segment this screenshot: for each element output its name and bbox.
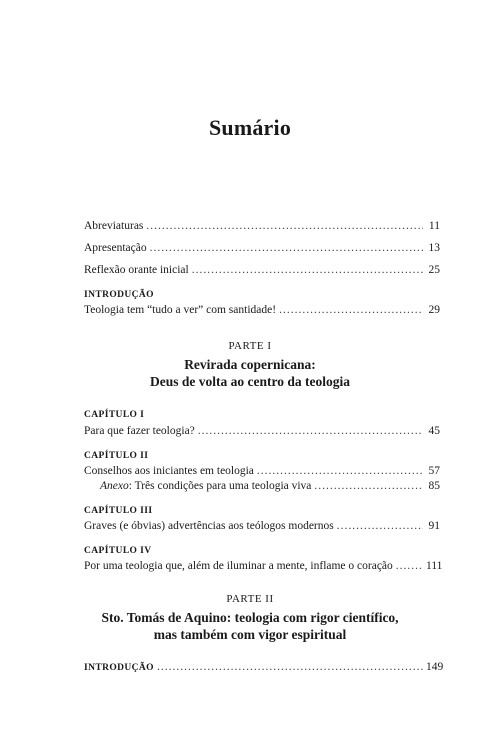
toc-entry-text: Reflexão orante inicial bbox=[84, 264, 189, 276]
toc-entry-apresentacao[interactable] bbox=[84, 240, 440, 256]
chapter-heading: CAPÍTULO III bbox=[84, 506, 153, 516]
toc-entry-chapter-2[interactable] bbox=[84, 463, 440, 479]
leader-dots bbox=[279, 302, 423, 318]
toc-entry-chapter-4[interactable] bbox=[84, 558, 443, 574]
toc-entry-page: 29 bbox=[428, 304, 440, 316]
toc-entry-chapter-3[interactable] bbox=[84, 518, 440, 534]
leader-dots bbox=[198, 423, 423, 439]
toc-entry-text bbox=[84, 478, 311, 494]
leader-dots bbox=[157, 659, 423, 675]
toc-entry-page: 13 bbox=[428, 242, 440, 254]
section-heading-introducao: INTRODUÇÃO bbox=[84, 290, 154, 300]
toc-entry-annex[interactable] bbox=[84, 478, 440, 494]
leader-dots bbox=[150, 240, 423, 256]
chapter-heading: CAPÍTULO IV bbox=[84, 546, 152, 556]
toc-entry-page: 149 bbox=[426, 661, 444, 673]
toc-entry-reflexao[interactable] bbox=[84, 262, 440, 278]
toc-entry-page: 25 bbox=[428, 264, 440, 276]
part-label: PARTE II bbox=[226, 593, 274, 605]
chapter-heading: CAPÍTULO II bbox=[84, 451, 149, 461]
leader-dots bbox=[146, 218, 423, 234]
toc-entry-text: Graves (e óbvias) advertências aos teólogos modernos bbox=[84, 520, 334, 532]
toc-entry-text: Abreviaturas bbox=[84, 220, 144, 232]
toc-entry-page: 85 bbox=[428, 480, 440, 492]
part-title-line-2: mas também com vigor espiritual bbox=[153, 627, 347, 642]
annex-text: : Três condições para uma teologia viva bbox=[128, 480, 312, 492]
toc-entry-text: Conselhos aos iniciantes em teologia bbox=[84, 465, 254, 477]
leader-dots bbox=[314, 478, 423, 494]
part-title-line-2: Deus de volta ao centro da teologia bbox=[150, 374, 350, 389]
toc-entry-introducao[interactable] bbox=[84, 302, 440, 318]
toc-entry-page: 91 bbox=[428, 520, 440, 532]
page-title: Sumário bbox=[208, 115, 292, 140]
part-label: PARTE I bbox=[228, 340, 272, 352]
leader-dots bbox=[257, 463, 423, 479]
leader-dots bbox=[192, 262, 423, 278]
section-heading-introducao: INTRODUÇÃO bbox=[84, 663, 154, 673]
toc-entry-introducao-parte-2[interactable] bbox=[84, 659, 444, 675]
toc-entry-page: 57 bbox=[428, 465, 440, 477]
part-title-line-1: Revirada copernicana: bbox=[184, 357, 316, 372]
toc-entry-chapter-1[interactable] bbox=[84, 423, 440, 439]
part-title-line-1: Sto. Tomás de Aquino: teologia com rigor científico, bbox=[101, 610, 399, 625]
toc-entry-text: Por uma teologia que, além de iluminar a mente, inflame o coração bbox=[84, 560, 393, 572]
leader-dots bbox=[337, 518, 423, 534]
toc-entry-page: 11 bbox=[428, 220, 440, 232]
annex-label: Anexo bbox=[100, 480, 129, 492]
toc-entry-text: Para que fazer teologia? bbox=[84, 425, 195, 437]
toc-entry-abreviaturas[interactable] bbox=[84, 218, 440, 234]
chapter-heading: CAPÍTULO I bbox=[84, 410, 145, 420]
toc-entry-page: 45 bbox=[428, 425, 440, 437]
toc-entry-page: 111 bbox=[426, 560, 443, 572]
toc-entry-text: Teologia tem “tudo a ver” com santidade! bbox=[84, 304, 277, 316]
toc-entry-text: Apresentação bbox=[84, 242, 147, 254]
leader-dots bbox=[396, 558, 423, 574]
